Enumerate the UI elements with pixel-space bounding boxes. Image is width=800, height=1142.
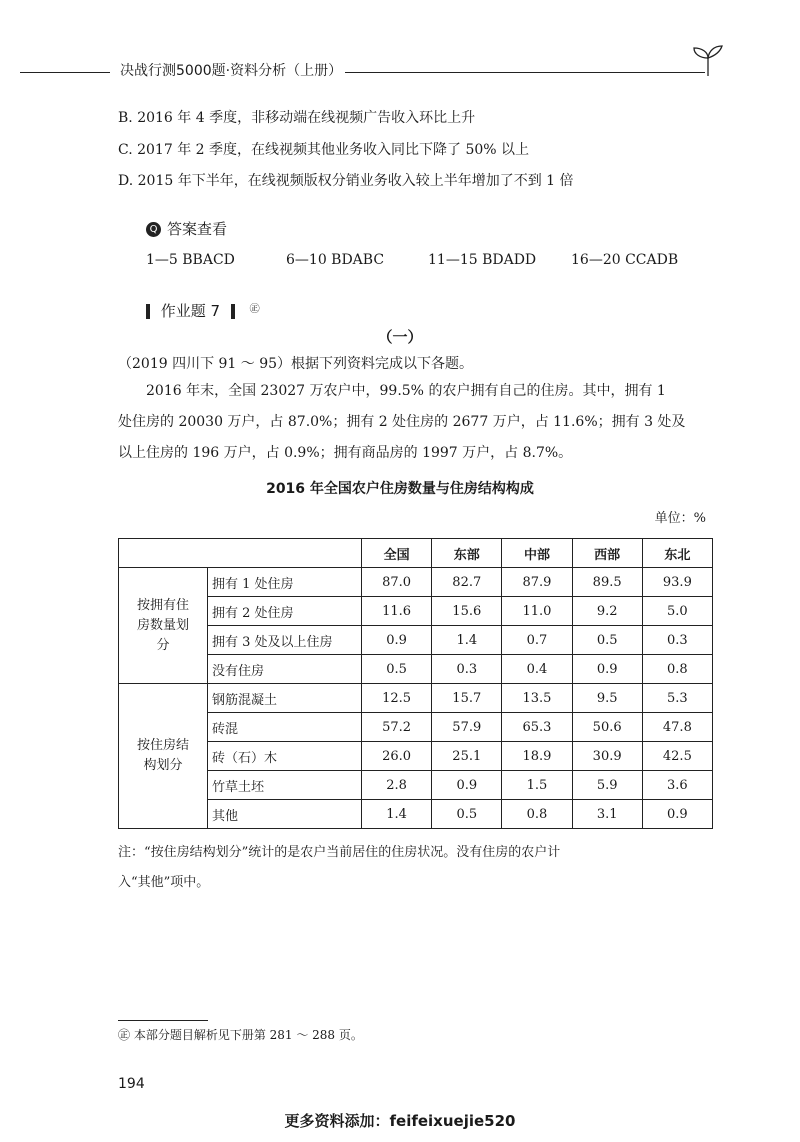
table-cell: 0.9 (362, 626, 432, 655)
table-cell: 65.3 (502, 713, 572, 742)
table-cell: 82.7 (432, 568, 502, 597)
table-cell: 0.9 (642, 800, 712, 829)
row-label: 其他 (208, 800, 362, 829)
col-national: 全国 (362, 539, 432, 568)
table-cell: 11.6 (362, 597, 432, 626)
row-group-label-line: 房数量划 (136, 617, 189, 633)
table-row (119, 655, 713, 684)
table-header-row (119, 539, 713, 568)
col-northeast: 东北 (642, 539, 712, 568)
row-label: 拥有 3 处及以上住房 (208, 626, 362, 655)
heading-bar-right (231, 304, 235, 319)
header-corner (119, 539, 362, 568)
row-label: 钢筋混凝土 (208, 684, 362, 713)
table-cell: 0.5 (572, 626, 642, 655)
table-title: 2016 年全国农户住房数量与住房结构构成 (266, 481, 534, 497)
paragraph-line-3: 以上住房的 196 万户，占 0.9%；拥有商品房的 1997 万户，占 8.7%。 (118, 445, 573, 461)
option-b: B. 2016 年 4 季度，非移动端在线视频广告收入环比上升 (118, 110, 476, 126)
header-title: 决战行测5000题·资料分析（上册） (120, 63, 343, 79)
table-cell: 1.4 (432, 626, 502, 655)
note-line-1: 注：“按住房结构划分”统计的是农户当前居住的住房状况。没有住房的农户计 (118, 845, 561, 860)
table-cell: 57.2 (362, 713, 432, 742)
table-cell: 18.9 (502, 742, 572, 771)
table-row (119, 684, 713, 713)
row-group-label-line: 构划分 (143, 758, 183, 773)
paragraph-line-1: 2016 年末，全国 23027 万农户中，99.5% 的农户拥有自己的住房。其中，拥有 1 (146, 383, 666, 399)
table-cell: 2.8 (362, 771, 432, 800)
table-cell: 26.0 (362, 742, 432, 771)
answer-group-3: 11—15 BDADD (428, 252, 537, 268)
heading-bar-left (146, 304, 150, 319)
watermark: 更多资料添加：feifeixuejie520 (284, 1112, 516, 1130)
table-note (118, 838, 560, 898)
table-cell: 1.5 (502, 771, 572, 800)
table-cell: 25.1 (432, 742, 502, 771)
table-cell: 5.3 (642, 684, 712, 713)
table-cell: 30.9 (572, 742, 642, 771)
row-group-label-line: 按住房结 (136, 738, 189, 753)
table-cell: 57.9 (432, 713, 502, 742)
table-cell: 9.2 (572, 597, 642, 626)
option-c: C. 2017 年 2 季度，在线视频其他业务收入同比下降了 50% 以上 (118, 142, 530, 158)
table-cell: 0.8 (502, 800, 572, 829)
row-label: 砖混 (208, 713, 362, 742)
table-cell: 1.4 (362, 800, 432, 829)
table-cell: 11.0 (502, 597, 572, 626)
table-row (119, 771, 713, 800)
homework-marker: ㊣ (249, 304, 260, 315)
option-d: D. 2015 年下半年，在线视频版权分销业务收入较上半年增加了不到 1 倍 (118, 173, 574, 189)
answer-section-heading (146, 218, 227, 239)
table-row (119, 568, 713, 597)
page-number: 194 (118, 1076, 145, 1092)
table-cell: 0.9 (432, 771, 502, 800)
row-label: 拥有 1 处住房 (208, 568, 362, 597)
header-rule-left (20, 72, 110, 73)
table-row (119, 742, 713, 771)
table-cell: 0.5 (432, 800, 502, 829)
section-subtitle: （一） (377, 328, 423, 346)
table-cell: 13.5 (502, 684, 572, 713)
homework-heading (146, 300, 260, 321)
table-cell: 9.5 (572, 684, 642, 713)
table-cell: 5.0 (642, 597, 712, 626)
table-row (119, 713, 713, 742)
col-central: 中部 (502, 539, 572, 568)
table-cell: 3.1 (572, 800, 642, 829)
table-cell: 15.7 (432, 684, 502, 713)
table-row (119, 597, 713, 626)
col-west: 西部 (572, 539, 642, 568)
answer-group-4: 16—20 CCADB (571, 252, 679, 268)
table-cell: 42.5 (642, 742, 712, 771)
footnote: ㊣ 本部分题目解析见下册第 281 ～ 288 页。 (118, 1028, 363, 1042)
table-cell: 93.9 (642, 568, 712, 597)
table-cell: 87.0 (362, 568, 432, 597)
table-cell: 0.4 (502, 655, 572, 684)
answer-section-title: 答案查看 (167, 220, 228, 238)
col-east: 东部 (432, 539, 502, 568)
table-cell: 3.6 (642, 771, 712, 800)
homework-title: 作业题 7 (160, 302, 221, 320)
paragraph-line-2: 处住房的 20030 万户，占 87.0%；拥有 2 处住房的 2677 万户，占 11.6%；拥有 3 处及 (118, 414, 686, 430)
footnote-rule (118, 1020, 208, 1021)
row-group-label (119, 568, 208, 684)
intro-text: （2019 四川下 91 ～ 95）根据下列资料完成以下各题。 (118, 356, 474, 372)
table-cell: 15.6 (432, 597, 502, 626)
table-unit: 单位：% (654, 511, 706, 526)
table-cell: 87.9 (502, 568, 572, 597)
row-label: 没有住房 (208, 655, 362, 684)
answer-icon: Q (146, 222, 161, 237)
table-cell: 47.8 (642, 713, 712, 742)
table-cell: 50.6 (572, 713, 642, 742)
table-row (119, 626, 713, 655)
table-cell: 0.3 (642, 626, 712, 655)
table-cell: 0.5 (362, 655, 432, 684)
row-group-label-line: 分 (156, 637, 170, 653)
table-cell: 0.8 (642, 655, 712, 684)
header-rule-right (345, 72, 705, 73)
row-group-label (119, 684, 208, 829)
table-cell: 0.3 (432, 655, 502, 684)
answer-group-2: 6—10 BDABC (286, 252, 385, 268)
row-group-label-line: 按拥有住 (136, 597, 189, 613)
table-cell: 12.5 (362, 684, 432, 713)
table-cell: 0.7 (502, 626, 572, 655)
housing-table (118, 538, 713, 829)
answer-group-1: 1—5 BBACD (146, 252, 235, 268)
row-label: 竹草土坯 (208, 771, 362, 800)
row-label: 拥有 2 处住房 (208, 597, 362, 626)
table-cell: 5.9 (572, 771, 642, 800)
running-header (20, 56, 765, 86)
sprout-icon (688, 42, 728, 78)
note-line-2: 入“其他”项中。 (118, 875, 210, 890)
table-cell: 89.5 (572, 568, 642, 597)
row-label: 砖（石）木 (208, 742, 362, 771)
table-row (119, 800, 713, 829)
table-cell: 0.9 (572, 655, 642, 684)
